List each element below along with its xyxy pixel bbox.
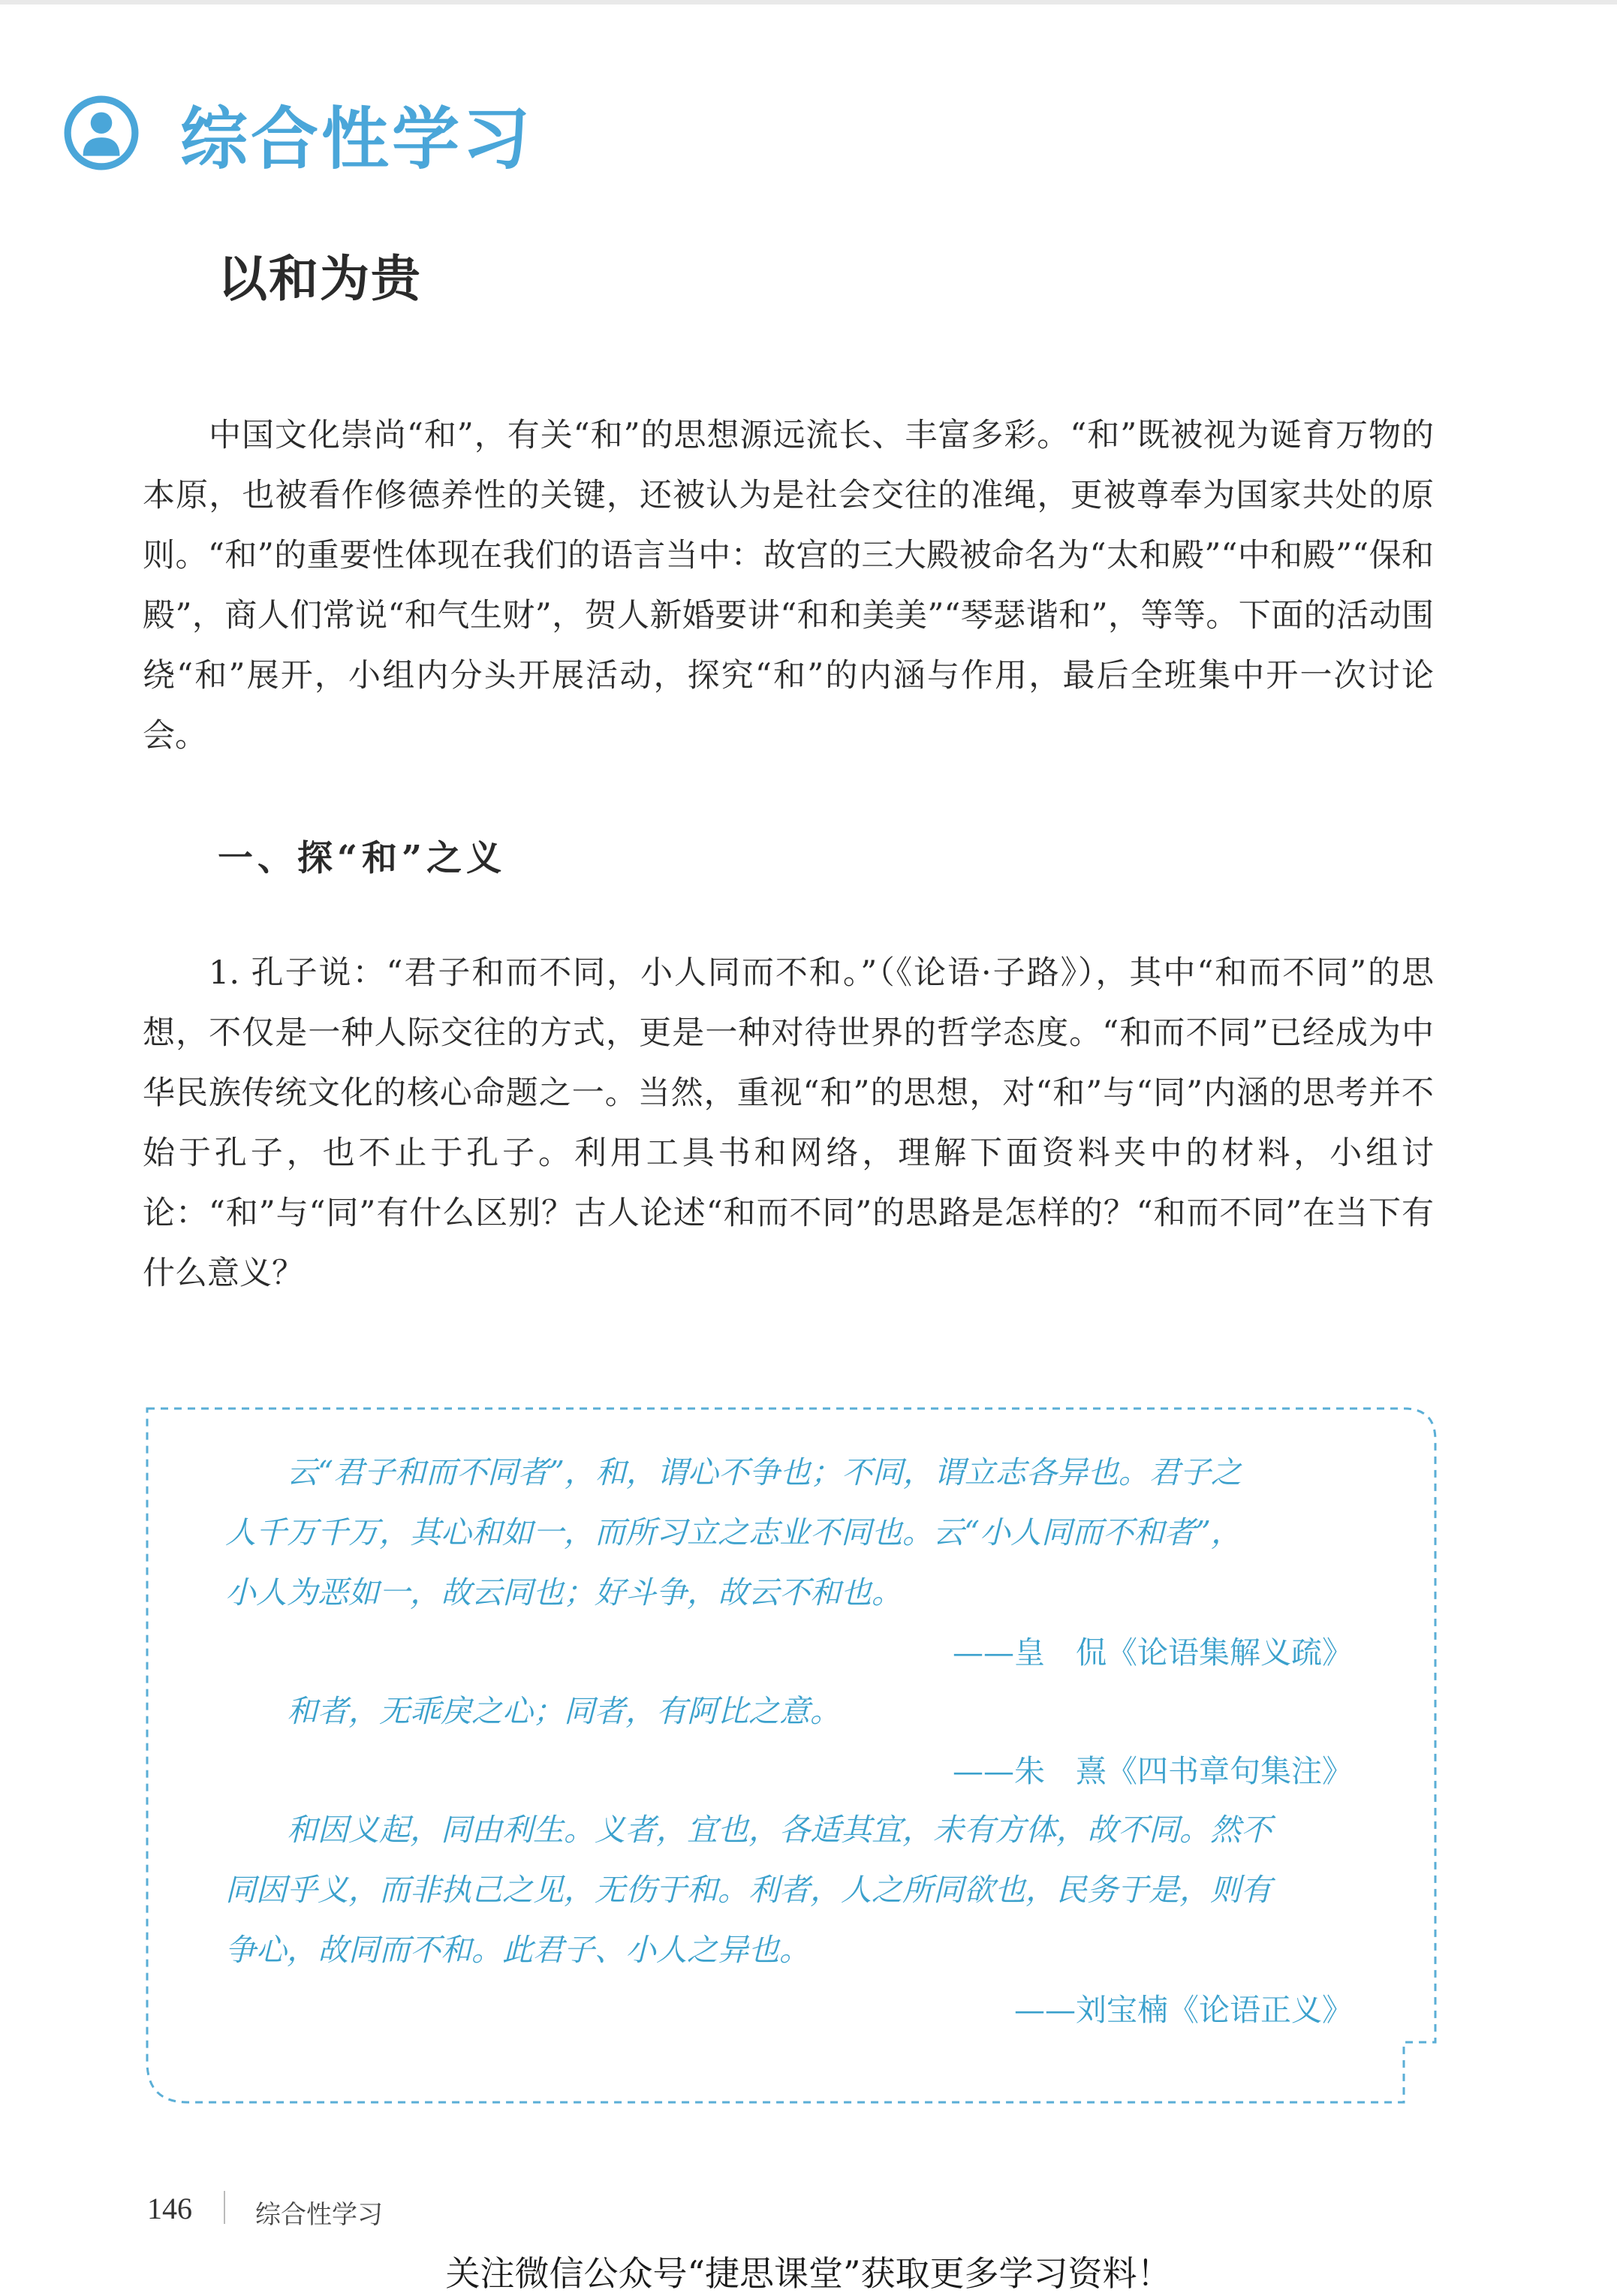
quote-line: 同因乎义，而非执己之见，无伤于和。利者，人之所同欲也，民务于是，则有 xyxy=(225,1872,1272,1908)
person-icon xyxy=(63,95,140,171)
page-number: 146 xyxy=(147,2192,192,2225)
quote-line: 和因义起，同由利生。义者，宜也，各适其宜，未有方体，故不同。然不 xyxy=(225,1812,1272,1848)
intro-paragraph: 中国文化崇尚“和”，有关“和”的思想源远流长、丰富多彩。“和”既被视为诞育万物的本原，也被看作修德养性的关键，还被认为是社会交往的准绳，更被尊奉为国家共处的原则。“和”的重要性体现在我们的语言当中：故宫的三大殿被命名为“太和殿”“中和殿”“保和殿”，商人们常说“和气生财”，贺人新婚要讲“和和美美”“琴瑟谐和”，等等。下面的活动围绕“和”展开，小组内分头开展活动，探究“和”的内涵与作用，最后全班集中开一次讨论会。 xyxy=(143,417,1434,755)
quote-source: ——皇 侃《论语集解义疏》 xyxy=(953,1635,1353,1671)
quote-line: 争心，故同而不和。此君子、小人之异也。 xyxy=(225,1932,810,1968)
quote-source: ——刘宝楠《论语正义》 xyxy=(1014,1992,1353,2028)
footer-divider xyxy=(224,2191,225,2224)
section-heading: 一、探“和”之义 xyxy=(218,838,507,879)
unit-header xyxy=(63,84,533,182)
quote-line: 和者，无乖戾之心；同者，有阿比之意。 xyxy=(225,1693,841,1729)
unit-title: 综合性学习 xyxy=(180,100,533,179)
quote-line: 小人为恶如一，故云同也；好斗争，故云不和也。 xyxy=(225,1574,902,1611)
footer-promo: 关注微信公众号“捷思课堂”获取更多学习资料！ xyxy=(445,2253,1172,2294)
lesson-title: 以和为贵 xyxy=(218,249,422,308)
top-rule xyxy=(0,0,1617,5)
quote-line: 人千万千万，其心和如一，而所习立之志业不同也。云“小人同而不和者”， xyxy=(225,1514,1242,1550)
quote-line: 云“君子和而不同者”，和，谓心不争也；不同，谓立志各异也。君子之 xyxy=(225,1454,1242,1490)
quote-box xyxy=(143,1404,1441,2110)
footer-section-label: 综合性学习 xyxy=(255,2200,383,2230)
question-1: 1. 孔子说：“君子和而不同，小人同而不和。”（《论语·子路》），其中“和而不同”的思想，不仅是一种人际交往的方式，更是一种对待世界的哲学态度。“和而不同”已经成为中华民族传统文化的核心命题之一。当然，重视“和”的思想，对“和”与“同”内涵的思考并不始于孔子，也不止于孔子。利用工具书和网络，理解下面资料夹中的材料，小组讨论：“和”与“同”有什么区别？古人论述“和而不同”的思路是怎样的？“和而不同”在当下有什么意义？ xyxy=(143,954,1434,1292)
quote-source: ——朱 熹《四书章句集注》 xyxy=(953,1753,1353,1789)
